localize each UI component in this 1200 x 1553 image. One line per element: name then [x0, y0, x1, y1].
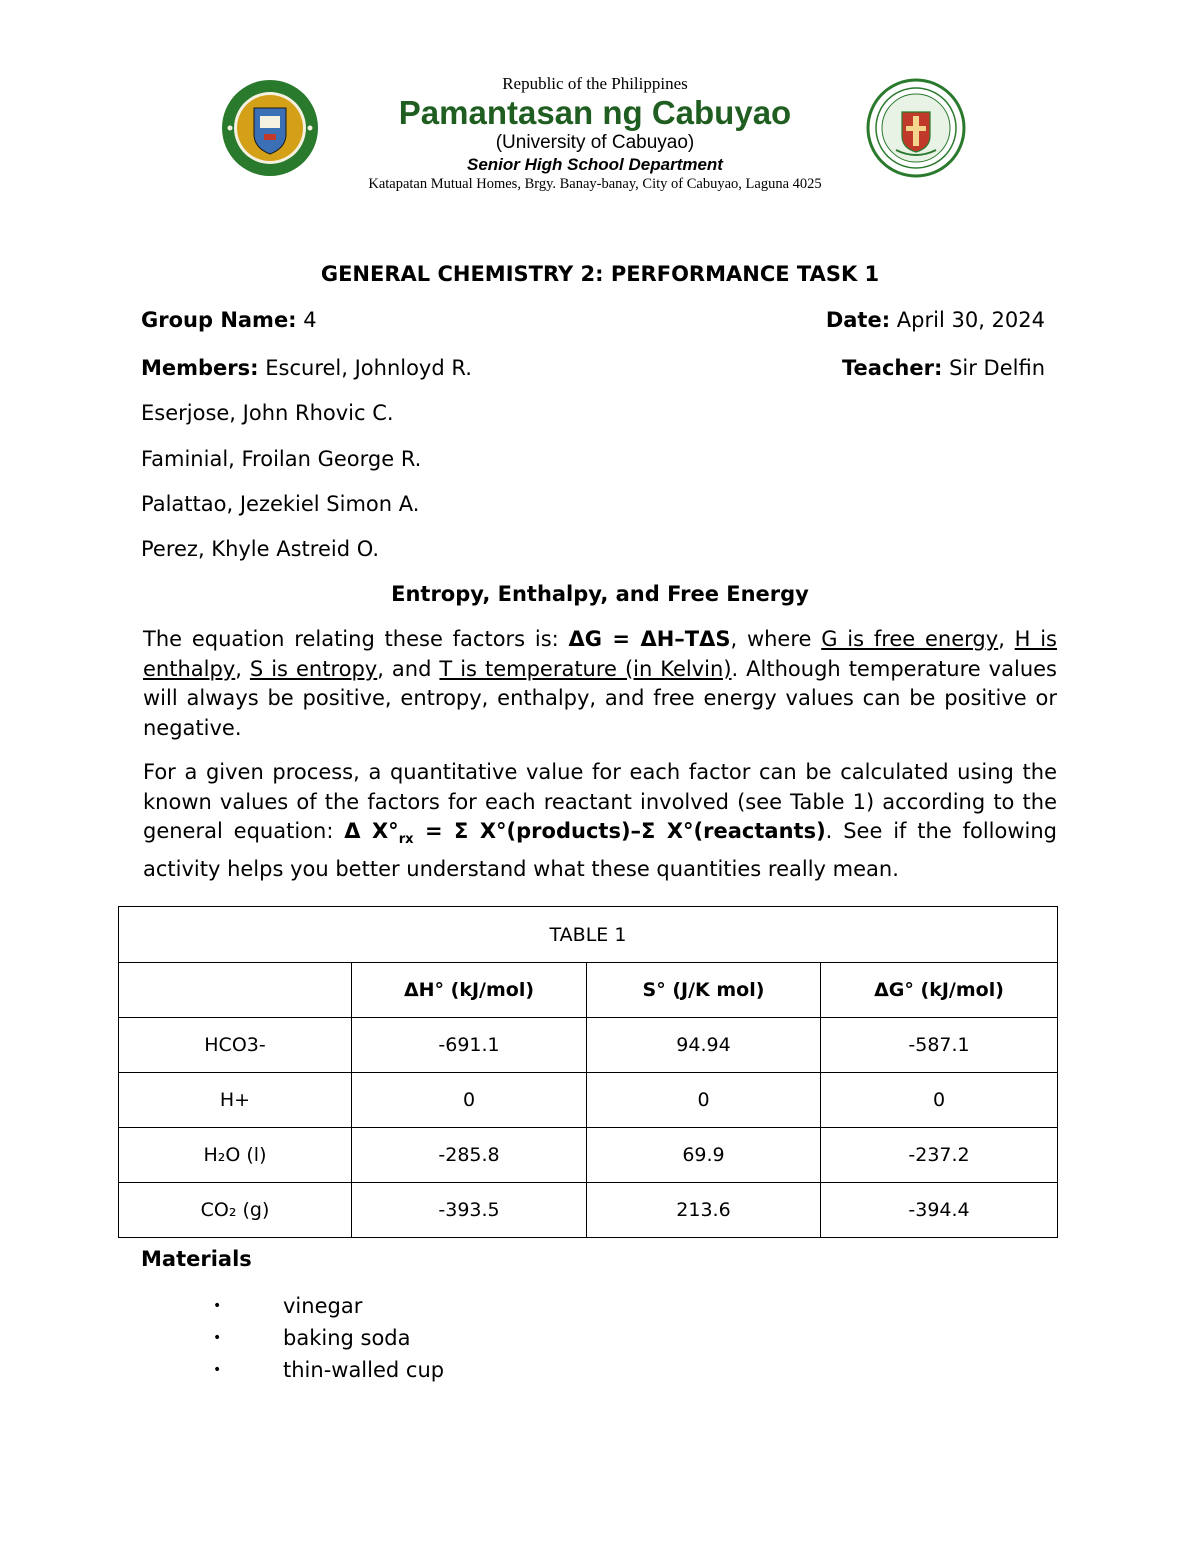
general-equation — [344, 819, 826, 848]
table-cell: -393.5 — [352, 1183, 587, 1238]
university-name: Pamantasan ng Cabuyao — [398, 94, 792, 131]
table-cell: -587.1 — [821, 1018, 1058, 1073]
letterhead — [0, 60, 1200, 200]
university-seal-right-icon — [866, 78, 966, 178]
list-item — [141, 1354, 444, 1386]
group-name-label: Group Name: — [141, 308, 297, 332]
republic-line: Republic of the Philippines — [502, 74, 688, 93]
table-cell: -691.1 — [352, 1018, 587, 1073]
member-name: Escurel, Johnloyd R. — [265, 356, 472, 380]
member-name: Faminial, Froilan George R. — [141, 447, 422, 471]
table-cell: 0 — [587, 1073, 821, 1128]
paragraph-text: . Although temperature values will always be positive, entropy, enthalpy, and free energy values can be positive or negative. — [143, 656, 1057, 740]
paragraph-text: , — [998, 627, 1015, 651]
table-cell: 94.94 — [587, 1018, 821, 1073]
date-line — [826, 308, 1045, 332]
table-cell: H+ — [119, 1073, 352, 1128]
table-cell: CO₂ (g) — [119, 1183, 352, 1238]
paragraph-text: , and — [377, 656, 440, 681]
table-header-cell: ΔH° (kJ/mol) — [352, 963, 587, 1018]
free-energy-equation: ΔG = ΔH–TΔS — [568, 627, 731, 651]
paragraph-text: , — [235, 656, 250, 681]
definition-h: H is — [1014, 627, 1058, 651]
school-seal-left-icon — [220, 78, 320, 178]
table-row — [119, 1183, 1058, 1238]
definition-s: S is entropy — [249, 656, 378, 681]
list-item — [141, 1322, 444, 1354]
members-line — [141, 356, 472, 380]
document-title: GENERAL CHEMISTRY 2: PERFORMANCE TASK 1 — [320, 262, 880, 286]
university-english-name: (University of Cabuyao) — [495, 132, 695, 153]
material-name: baking soda — [283, 1326, 411, 1350]
table-header-cell: ΔG° (kJ/mol) — [821, 963, 1058, 1018]
section-title: Entropy, Enthalpy, and Free Energy — [391, 582, 809, 606]
definition-g: G is free energy — [821, 627, 999, 651]
table-row — [119, 1018, 1058, 1073]
members-label: Members: — [141, 356, 259, 380]
member-name: Palattao, Jezekiel Simon A. — [141, 492, 420, 516]
paragraph-equation — [143, 625, 1057, 743]
teacher-line — [842, 356, 1045, 380]
materials-list — [141, 1290, 444, 1386]
equation-subscript: rx — [398, 832, 414, 848]
table-caption: TABLE 1 — [119, 907, 1058, 963]
table-cell: 213.6 — [587, 1183, 821, 1238]
equation-part: = Σ X°(products)–Σ X°(reactants) — [413, 819, 826, 843]
table-header-row — [119, 963, 1058, 1018]
table-caption-row — [119, 907, 1058, 963]
table-header-cell: S° (J/K mol) — [587, 963, 821, 1018]
paragraph-general-equation — [143, 758, 1057, 884]
material-name: vinegar — [283, 1294, 363, 1318]
date-value: April 30, 2024 — [896, 308, 1045, 332]
paragraph-text: , where — [730, 627, 822, 651]
paragraph-text: For a given process, a quantitative value for each factor can be calculated using the known values of the factors for each reactant involved (see Table 1) according to the general equation: — [143, 760, 1057, 843]
paragraph-text: . See if the following activity helps you better understand what these quantities really mean. — [143, 819, 1057, 881]
letterhead-text — [330, 74, 860, 193]
table-1 — [118, 906, 1058, 1238]
table-cell: 0 — [352, 1073, 587, 1128]
teacher-label: Teacher: — [842, 356, 943, 380]
table-cell: -285.8 — [352, 1128, 587, 1183]
materials-heading: Materials — [141, 1247, 252, 1271]
table-row — [119, 1073, 1058, 1128]
date-label: Date: — [825, 308, 891, 332]
department-name: Senior High School Department — [467, 155, 723, 174]
definition-h-enthalpy: enthalpy — [143, 656, 236, 681]
table-cell: 0 — [821, 1073, 1058, 1128]
school-address: Katapatan Mutual Homes, Brgy. Banay-banay, City of Cabuyao, Laguna 4025 — [368, 176, 822, 192]
table-row — [119, 1128, 1058, 1183]
equation-part: Δ X° — [344, 819, 399, 843]
bullet-icon: • — [213, 1330, 222, 1346]
material-name: thin-walled cup — [283, 1358, 445, 1382]
table-cell: -237.2 — [821, 1128, 1058, 1183]
bullet-icon: • — [213, 1298, 222, 1314]
table-cell: -394.4 — [821, 1183, 1058, 1238]
definition-t: T is temperature (in Kelvin) — [439, 656, 732, 681]
table-cell: H₂O (l) — [119, 1128, 352, 1183]
group-name-value: 4 — [303, 308, 317, 332]
list-item — [141, 1290, 444, 1322]
table-header-cell — [119, 963, 352, 1018]
member-name: Perez, Khyle Astreid O. — [141, 537, 380, 561]
table-cell: 69.9 — [587, 1128, 821, 1183]
member-name: Eserjose, John Rhovic C. — [141, 401, 394, 425]
table-cell: HCO3- — [119, 1018, 352, 1073]
bullet-icon: • — [213, 1362, 222, 1378]
paragraph-text: The equation relating these factors is: — [143, 627, 569, 651]
teacher-value: Sir Delfin — [949, 356, 1045, 380]
group-name-line — [141, 308, 317, 332]
